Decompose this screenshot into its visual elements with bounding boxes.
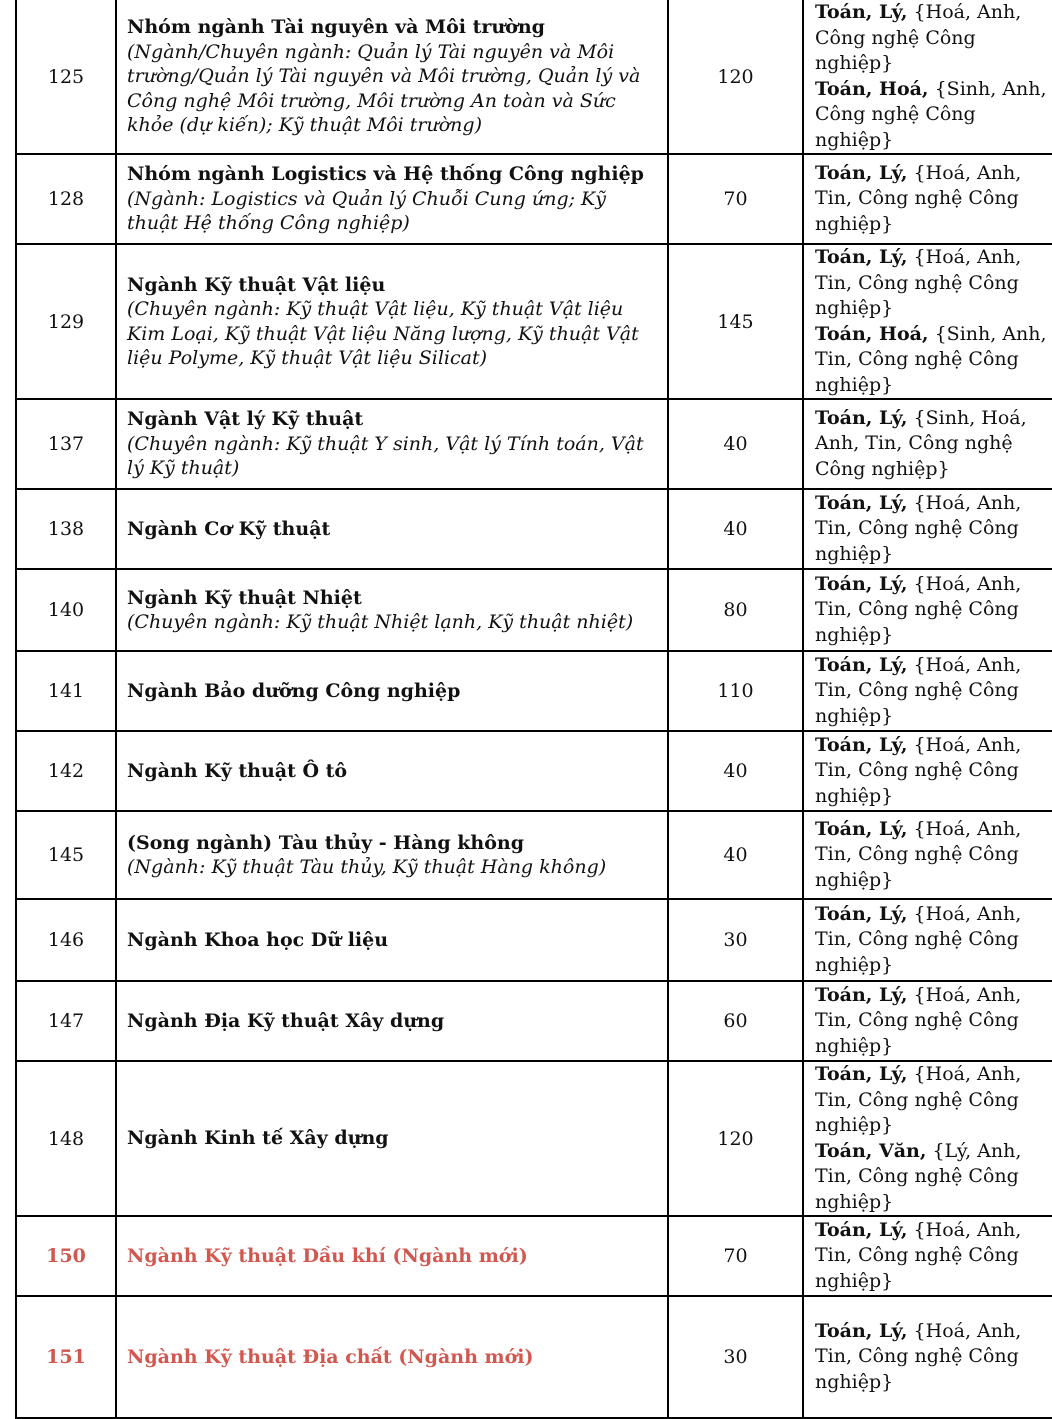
subject-combination (815, 322, 1052, 399)
major-code: 146 (16, 899, 116, 981)
elective-subjects: {Hoá, Anh, Tin, Công nghệ Công nghiệp} (815, 491, 1022, 565)
elective-subjects: {Sinh, Anh, Tin, Công nghệ Công nghiệp} (815, 322, 1047, 396)
required-subjects: Toán, Lý, (815, 161, 908, 184)
quota: 40 (668, 399, 803, 489)
major-name: Ngành Kỹ thuật Địa chất (Ngành mới) (127, 1345, 534, 1368)
subject-combinations (803, 731, 1052, 811)
major-name: Nhóm ngành Logistics và Hệ thống Công nghiệp (127, 163, 644, 186)
required-subjects: Toán, Lý, (815, 1218, 908, 1241)
major-name: Ngành Kỹ thuật Nhiệt (127, 586, 362, 609)
subject-combination (815, 653, 1052, 730)
major-name: (Song ngành) Tàu thủy - Hàng không (127, 831, 525, 854)
major-code: 140 (16, 569, 116, 651)
required-subjects: Toán, Hoá, (815, 322, 929, 345)
major-name: Ngành Kỹ thuật Dầu khí (Ngành mới) (127, 1244, 528, 1267)
major-code: 141 (16, 651, 116, 731)
quota: 40 (668, 489, 803, 569)
major-name: Ngành Kinh tế Xây dựng (127, 1127, 389, 1150)
quota: 70 (668, 1216, 803, 1296)
major-code: 138 (16, 489, 116, 569)
major-name: Ngành Kỹ thuật Ô tô (127, 759, 348, 782)
major-name: Ngành Khoa học Dữ liệu (127, 928, 389, 951)
required-subjects: Toán, Lý, (815, 653, 908, 676)
major-name: Nhóm ngành Tài nguyên và Môi trường (127, 16, 545, 39)
table-row (16, 489, 1052, 569)
major-name-cell (116, 1216, 668, 1296)
table-row (16, 244, 1052, 399)
quota: 120 (668, 0, 803, 154)
required-subjects: Toán, Văn, (815, 1139, 927, 1162)
major-code: 151 (16, 1296, 116, 1418)
subject-combination (815, 983, 1052, 1060)
major-code: 150 (16, 1216, 116, 1296)
major-name-cell (116, 154, 668, 244)
subject-combination (815, 902, 1052, 979)
major-code: 145 (16, 811, 116, 899)
elective-subjects: {Hoá, Anh, Tin, Công nghệ Công nghiệp} (815, 1319, 1022, 1393)
table-row (16, 1216, 1052, 1296)
subject-combination (815, 817, 1052, 894)
admission-table (15, 0, 1052, 1419)
subject-combination (815, 77, 1052, 154)
required-subjects: Toán, Lý, (815, 1063, 908, 1085)
major-name-cell (116, 651, 668, 731)
subject-combinations (803, 489, 1052, 569)
quota: 70 (668, 154, 803, 244)
elective-subjects: {Hoá, Anh, Tin, Công nghệ Công nghiệp} (815, 1063, 1022, 1136)
required-subjects: Toán, Lý, (815, 902, 908, 925)
quota: 30 (668, 1296, 803, 1418)
required-subjects: Toán, Lý, (815, 817, 908, 840)
subject-combinations (803, 811, 1052, 899)
elective-subjects: {Hoá, Anh, Tin, Công nghệ Công nghiệp} (815, 1218, 1022, 1292)
major-code: 128 (16, 154, 116, 244)
major-specializations: (Ngành: Logistics và Quản lý Chuỗi Cung ứng; Kỹ thuật Hệ thống Công nghiệp) (127, 187, 606, 235)
subject-combination (815, 733, 1052, 810)
table-row (16, 154, 1052, 244)
table-row (16, 731, 1052, 811)
required-subjects: Toán, Hoá, (815, 77, 929, 100)
major-name: Ngành Kỹ thuật Vật liệu (127, 273, 386, 296)
elective-subjects: {Hoá, Anh, Tin, Công nghệ Công nghiệp} (815, 983, 1022, 1057)
subject-combination (815, 1218, 1052, 1295)
major-code: 147 (16, 981, 116, 1061)
major-code: 142 (16, 731, 116, 811)
table-row (16, 651, 1052, 731)
elective-subjects: {Hoá, Anh, Công nghệ Công nghiệp} (815, 1, 1022, 74)
elective-subjects: {Sinh, Anh, Công nghệ Công nghiệp} (815, 77, 1047, 151)
major-name: Ngành Cơ Kỹ thuật (127, 517, 331, 540)
subject-combination (815, 1319, 1052, 1396)
subject-combination (815, 161, 1052, 238)
quota: 145 (668, 244, 803, 399)
elective-subjects: {Hoá, Anh, Tin, Công nghệ Công nghiệp} (815, 161, 1022, 235)
required-subjects: Toán, Lý, (815, 491, 908, 514)
table-row (16, 1296, 1052, 1418)
major-code: 137 (16, 399, 116, 489)
quota: 60 (668, 981, 803, 1061)
major-name-cell (116, 0, 668, 154)
major-specializations: (Ngành: Kỹ thuật Tàu thủy, Kỹ thuật Hàng không) (127, 856, 607, 878)
quota: 30 (668, 899, 803, 981)
subject-combinations (803, 399, 1052, 489)
subject-combinations (803, 1061, 1052, 1216)
subject-combination (815, 1139, 1052, 1216)
major-name: Ngành Địa Kỹ thuật Xây dựng (127, 1009, 445, 1032)
elective-subjects: {Sinh, Hoá, Anh, Tin, Công nghệ Công nghiệp} (815, 406, 1027, 480)
subject-combination (815, 245, 1052, 322)
subject-combinations (803, 1296, 1052, 1418)
quota: 40 (668, 731, 803, 811)
elective-subjects: {Hoá, Anh, Tin, Công nghệ Công nghiệp} (815, 572, 1022, 646)
table-row (16, 0, 1052, 154)
subject-combination (815, 1062, 1052, 1139)
required-subjects: Toán, Lý, (815, 983, 908, 1006)
required-subjects: Toán, Lý, (815, 733, 908, 756)
subject-combinations (803, 899, 1052, 981)
table-row (16, 811, 1052, 899)
major-name-cell (116, 1061, 668, 1216)
subject-combinations (803, 981, 1052, 1061)
table-row (16, 899, 1052, 981)
subject-combinations (803, 569, 1052, 651)
major-name-cell (116, 899, 668, 981)
major-name-cell (116, 981, 668, 1061)
table-row (16, 981, 1052, 1061)
major-code: 125 (16, 0, 116, 154)
required-subjects: Toán, Lý, (815, 246, 908, 268)
major-name-cell (116, 399, 668, 489)
major-specializations: (Chuyên ngành: Kỹ thuật Vật liệu, Kỹ thuật Vật liệu Kim Loại, Kỹ thuật Vật liệu Năng lượng, Kỹ thuật Vật liệu Polyme, Kỹ thuật Vật liệu Silicat) (127, 298, 639, 369)
major-specializations: (Ngành/Chuyên ngành: Quản lý Tài nguyên và Môi trường/Quản lý Tài nguyên và Môi trường, Quản lý và Công nghệ Môi trường, Môi trường An toàn và Sức khỏe (dự kiến); Kỹ thuật Môi trường) (127, 40, 641, 137)
major-name-cell (116, 731, 668, 811)
major-code: 129 (16, 244, 116, 399)
major-name-cell (116, 244, 668, 399)
table-row (16, 569, 1052, 651)
major-name: Ngành Bảo dưỡng Công nghiệp (127, 679, 461, 702)
quota: 110 (668, 651, 803, 731)
elective-subjects: {Hoá, Anh, Tin, Công nghệ Công nghiệp} (815, 653, 1022, 727)
major-name: Ngành Vật lý Kỹ thuật (127, 408, 364, 431)
subject-combinations (803, 651, 1052, 731)
subject-combination (815, 572, 1052, 649)
major-name-cell (116, 1296, 668, 1418)
major-name-cell (116, 569, 668, 651)
major-name-cell (116, 489, 668, 569)
subject-combinations (803, 154, 1052, 244)
table-row (16, 1061, 1052, 1216)
table-row (16, 399, 1052, 489)
major-code: 148 (16, 1061, 116, 1216)
subject-combinations (803, 1216, 1052, 1296)
major-specializations: (Chuyên ngành: Kỹ thuật Nhiệt lạnh, Kỹ thuật nhiệt) (127, 611, 634, 633)
elective-subjects: {Hoá, Anh, Tin, Công nghệ Công nghiệp} (815, 817, 1022, 891)
required-subjects: Toán, Lý, (815, 572, 908, 595)
major-name-cell (116, 811, 668, 899)
elective-subjects: {Hoá, Anh, Tin, Công nghệ Công nghiệp} (815, 733, 1022, 807)
subject-combination (815, 491, 1052, 568)
elective-subjects: {Hoá, Anh, Tin, Công nghệ Công nghiệp} (815, 902, 1022, 976)
elective-subjects: {Hoá, Anh, Tin, Công nghệ Công nghiệp} (815, 246, 1022, 319)
quota: 120 (668, 1061, 803, 1216)
required-subjects: Toán, Lý, (815, 1319, 908, 1342)
required-subjects: Toán, Lý, (815, 1, 908, 23)
quota: 40 (668, 811, 803, 899)
quota: 80 (668, 569, 803, 651)
required-subjects: Toán, Lý, (815, 406, 908, 429)
subject-combinations (803, 0, 1052, 154)
subject-combination (815, 0, 1052, 77)
subject-combinations (803, 244, 1052, 399)
major-specializations: (Chuyên ngành: Kỹ thuật Y sinh, Vật lý Tính toán, Vật lý Kỹ thuật) (127, 432, 644, 480)
subject-combination (815, 406, 1052, 483)
elective-subjects: {Lý, Anh, Tin, Công nghệ Công nghiệp} (815, 1139, 1022, 1213)
